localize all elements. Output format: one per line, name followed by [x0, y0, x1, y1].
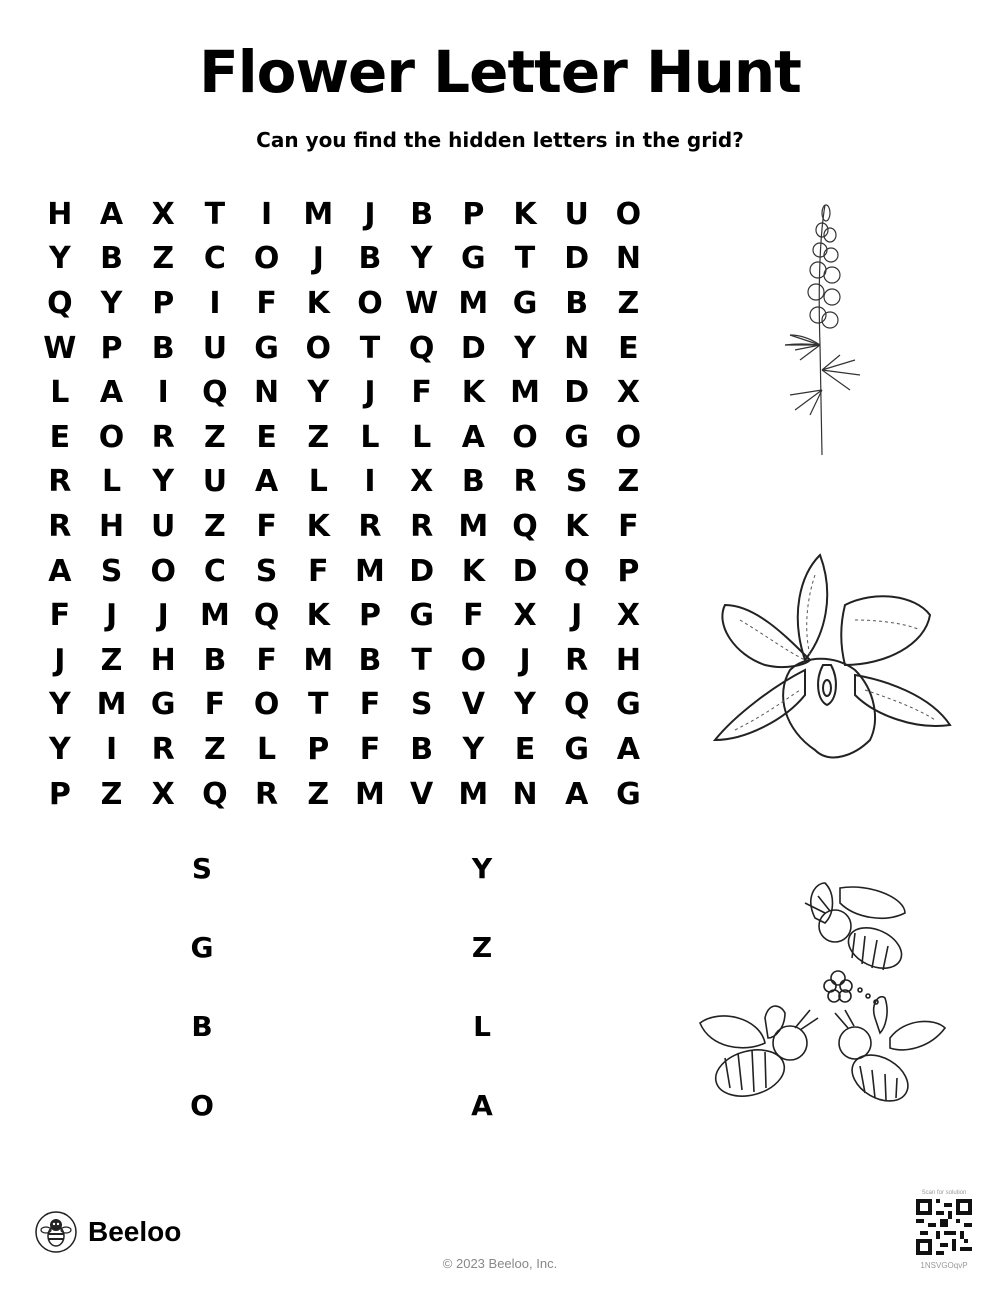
grid-letter[interactable]: F	[359, 687, 381, 723]
page-title: Flower Letter Hunt	[199, 38, 801, 106]
grid-letter[interactable]: A	[254, 464, 279, 500]
grid-letter[interactable]: O	[98, 419, 125, 455]
target-letters	[0, 852, 700, 1132]
grid-letter[interactable]: B	[151, 330, 175, 366]
grid-letter[interactable]: R	[48, 464, 72, 500]
grid-letter[interactable]: Y	[462, 731, 485, 767]
target-letter: A	[471, 1089, 493, 1122]
grid-letter[interactable]: R	[151, 419, 175, 455]
grid-letter[interactable]: Z	[617, 464, 640, 500]
grid-letter[interactable]: N	[615, 241, 641, 277]
grid-letter[interactable]: Z	[204, 419, 226, 455]
grid-letter[interactable]: N	[512, 776, 538, 812]
grid-letter[interactable]: R	[358, 508, 382, 544]
grid-letter[interactable]: G	[254, 330, 279, 366]
grid-letter[interactable]: K	[306, 508, 330, 544]
grid-letter[interactable]: U	[202, 330, 228, 366]
grid-letter[interactable]: B	[565, 285, 589, 321]
page-subtitle: Can you find the hidden letters in the grid?	[256, 128, 744, 152]
grid-letter[interactable]: X	[513, 598, 537, 634]
grid-letter[interactable]: R	[151, 731, 175, 767]
grid-letter[interactable]: J	[571, 598, 583, 634]
grid-letter[interactable]: K	[306, 598, 330, 634]
grid-letter[interactable]: L	[257, 731, 277, 767]
grid-letter[interactable]: Y	[48, 687, 71, 723]
grid-letter[interactable]: A	[565, 776, 589, 812]
grid-letter[interactable]: H	[47, 196, 73, 232]
grid-letter[interactable]: Z	[307, 419, 330, 455]
grid-letter[interactable]: O	[615, 196, 642, 232]
grid-letter[interactable]: Y	[152, 464, 175, 500]
grid-letter[interactable]: Y	[48, 731, 71, 767]
grid-letter[interactable]: J	[312, 241, 324, 277]
grid-letter[interactable]: I	[105, 731, 118, 767]
grid-letter[interactable]: F	[359, 731, 381, 767]
grid-letter[interactable]: A	[99, 375, 124, 411]
target-column-right	[462, 852, 502, 1168]
grid-letter[interactable]: K	[306, 285, 330, 321]
grid-letter[interactable]: L	[360, 419, 380, 455]
grid-letter[interactable]: M	[303, 642, 334, 678]
target-letter: G	[190, 931, 214, 964]
grid-letter[interactable]: Z	[307, 776, 330, 812]
grid-letter[interactable]: M	[303, 196, 334, 232]
grid-letter[interactable]: T	[359, 330, 381, 366]
grid-letter[interactable]: F	[204, 687, 226, 723]
grid-letter[interactable]: B	[203, 642, 227, 678]
grid-letter[interactable]: F	[308, 553, 329, 589]
grid-letter[interactable]: V	[410, 776, 434, 812]
grid-letter[interactable]: A	[616, 731, 641, 767]
grid-letter[interactable]: I	[157, 375, 169, 411]
target-letter: S	[191, 852, 213, 885]
grid-letter[interactable]: Z	[100, 776, 123, 812]
grid-letter[interactable]: W	[405, 285, 439, 321]
grid-letter[interactable]: R	[410, 508, 434, 544]
grid-letter[interactable]: O	[460, 642, 487, 678]
copyright: © 2023 Beeloo, Inc.	[442, 1256, 558, 1271]
grid-letter[interactable]: F	[256, 642, 277, 678]
grid-letter[interactable]: P	[358, 598, 381, 634]
grid-letter[interactable]: P	[100, 330, 123, 366]
grid-letter[interactable]: P	[48, 776, 71, 812]
grid-letter[interactable]: D	[409, 553, 435, 589]
grid-letter[interactable]: O	[305, 330, 332, 366]
grid-letter[interactable]: D	[564, 375, 590, 411]
grid-letter[interactable]: F	[256, 508, 277, 544]
grid-letter[interactable]: B	[358, 642, 382, 678]
qr-caption: Scan for solution	[921, 1190, 967, 1196]
grid-letter[interactable]: W	[43, 330, 77, 366]
grid-letter[interactable]: R	[565, 642, 589, 678]
grid-letter[interactable]: M	[199, 598, 230, 634]
grid-letter[interactable]: Z	[204, 508, 226, 544]
grid-letter[interactable]: E	[256, 419, 277, 455]
grid-letter[interactable]: M	[458, 285, 489, 321]
grid-letter[interactable]: A	[48, 553, 72, 589]
grid-letter[interactable]: N	[564, 330, 590, 366]
qr-code-id: 1NSVGOqvP	[920, 1261, 968, 1270]
grid-letter[interactable]: M	[355, 776, 385, 812]
grid-letter[interactable]: Z	[100, 642, 123, 678]
grid-letter[interactable]: I	[261, 196, 273, 232]
grid-letter[interactable]: H	[615, 642, 641, 678]
target-letter: B	[191, 1010, 213, 1043]
grid-letter[interactable]: F	[411, 375, 432, 411]
grid-letter[interactable]: Q	[253, 598, 280, 634]
grid-letter[interactable]: M	[355, 553, 385, 589]
grid-letter[interactable]: Q	[563, 553, 590, 589]
grid-letter[interactable]: T	[514, 241, 536, 277]
grid-letter[interactable]: K	[461, 375, 485, 411]
qr-code-icon[interactable]	[916, 1199, 972, 1255]
grid-letter[interactable]: Y	[514, 330, 536, 366]
target-letter: Z	[471, 931, 493, 964]
letter-grid	[34, 192, 654, 812]
brand-logo	[34, 1210, 181, 1254]
grid-letter[interactable]: J	[157, 598, 169, 634]
grid-letter[interactable]: P	[152, 285, 175, 321]
grid-letter[interactable]: O	[357, 285, 383, 321]
grid-letter[interactable]: I	[209, 285, 221, 321]
grid-letter[interactable]: B	[100, 241, 123, 277]
grid-letter[interactable]: X	[151, 196, 175, 232]
grid-letter[interactable]: F	[256, 285, 277, 321]
grid-letter[interactable]: Q	[202, 375, 228, 411]
grid-letter[interactable]: Z	[152, 241, 175, 277]
grid-letter[interactable]: Q	[47, 285, 73, 321]
grid-letter[interactable]: R	[513, 464, 537, 500]
grid-letter[interactable]: I	[364, 464, 376, 500]
grid-letter[interactable]: X	[616, 375, 640, 411]
grid-letter[interactable]: L	[50, 375, 70, 411]
grid-letter[interactable]: P	[617, 553, 640, 589]
grid-letter[interactable]: G	[150, 687, 176, 723]
grid-letter[interactable]: B	[358, 241, 382, 277]
grid-letter[interactable]: F	[618, 508, 639, 544]
grid-letter[interactable]: J	[364, 375, 376, 411]
grid-letter[interactable]: Q	[512, 508, 538, 544]
grid-letter[interactable]: G	[409, 598, 434, 634]
grid-letter[interactable]: G	[564, 731, 590, 767]
grid-letter[interactable]: B	[410, 731, 434, 767]
grid-letter[interactable]: J	[364, 196, 376, 232]
grid-letter[interactable]: L	[101, 464, 122, 500]
grid-letter[interactable]: B	[461, 464, 485, 500]
grid-letter[interactable]: Y	[307, 375, 330, 411]
grid-letter[interactable]: L	[412, 419, 432, 455]
grid-letter[interactable]: U	[151, 508, 176, 544]
grid-letter[interactable]: M	[458, 776, 489, 812]
grid-letter[interactable]: O	[150, 553, 176, 589]
grid-letter[interactable]: G	[616, 776, 641, 812]
grid-letter[interactable]: O	[615, 419, 642, 455]
grid-letter[interactable]: E	[514, 731, 536, 767]
orchid-flower-icon	[705, 545, 955, 770]
grid-letter[interactable]: D	[512, 553, 538, 589]
grid-letter[interactable]: J	[54, 642, 66, 678]
grid-letter[interactable]: G	[616, 687, 641, 723]
grid-letter[interactable]: E	[49, 419, 71, 455]
grid-letter[interactable]: Z	[204, 731, 226, 767]
target-letter: O	[190, 1089, 214, 1122]
target-letter: Y	[471, 852, 493, 885]
grid-letter[interactable]: F	[463, 598, 484, 634]
grid-letter[interactable]: O	[253, 241, 280, 277]
grid-letter[interactable]: Y	[100, 285, 123, 321]
grid-letter[interactable]: R	[255, 776, 279, 812]
grid-letter[interactable]: O	[253, 687, 280, 723]
grid-letter[interactable]: U	[564, 196, 589, 232]
grid-letter[interactable]: Q	[202, 776, 228, 812]
grid-letter[interactable]: M	[96, 687, 127, 723]
grid-letter[interactable]: M	[510, 375, 540, 411]
grid-letter[interactable]: G	[512, 285, 538, 321]
grid-letter[interactable]: F	[49, 598, 71, 634]
grid-letter[interactable]: R	[48, 508, 72, 544]
grid-letter[interactable]: B	[410, 196, 434, 232]
grid-letter[interactable]: S	[100, 553, 123, 589]
grid-letter[interactable]: Q	[408, 330, 435, 366]
grid-letter[interactable]: P	[307, 731, 330, 767]
grid-letter[interactable]: O	[512, 419, 538, 455]
grid-letter[interactable]: S	[565, 464, 588, 500]
grid-letter[interactable]: L	[308, 464, 328, 500]
grid-letter[interactable]: X	[151, 776, 175, 812]
grid-letter[interactable]: Y	[410, 241, 433, 277]
grid-letter[interactable]: C	[203, 553, 226, 589]
grid-letter[interactable]: Q	[563, 687, 590, 723]
grid-letter[interactable]: D	[564, 241, 590, 277]
grid-letter[interactable]: K	[513, 196, 537, 232]
brand-name: Beeloo	[88, 1216, 182, 1247]
bee-mascot-icon	[34, 1210, 78, 1254]
grid-letter[interactable]: T	[411, 642, 432, 678]
grid-letter[interactable]: A	[461, 419, 485, 455]
bees-icon	[690, 878, 950, 1108]
grid-letter[interactable]: G	[564, 419, 590, 455]
grid-letter[interactable]: P	[462, 196, 485, 232]
grid-letter[interactable]: N	[254, 375, 280, 411]
grid-letter[interactable]: J	[105, 598, 118, 634]
grid-letter[interactable]: G	[461, 241, 486, 277]
grid-letter[interactable]: E	[618, 330, 639, 366]
target-column-left	[182, 852, 222, 1168]
grid-letter[interactable]: S	[255, 553, 278, 589]
grid-letter[interactable]: X	[616, 598, 640, 634]
grid-letter[interactable]: H	[98, 508, 125, 544]
solution-qr	[912, 1190, 976, 1270]
grid-letter[interactable]: Y	[48, 241, 71, 277]
grid-letter[interactable]: C	[203, 241, 226, 277]
grid-letter[interactable]: Y	[514, 687, 536, 723]
lupine-flower-icon	[770, 195, 880, 460]
grid-letter[interactable]: Z	[617, 285, 640, 321]
target-letter: L	[473, 1010, 491, 1043]
grid-letter[interactable]: D	[460, 330, 486, 366]
grid-letter[interactable]: T	[308, 687, 329, 723]
grid-letter[interactable]: A	[99, 196, 124, 232]
grid-letter[interactable]: K	[565, 508, 589, 544]
grid-letter[interactable]: H	[150, 642, 176, 678]
grid-letter[interactable]: J	[519, 642, 531, 678]
grid-letter[interactable]: U	[202, 464, 228, 500]
grid-letter[interactable]: M	[458, 508, 489, 544]
grid-letter[interactable]: K	[461, 553, 485, 589]
grid-letter[interactable]: S	[410, 687, 433, 723]
grid-letter[interactable]: T	[204, 196, 226, 232]
grid-letter[interactable]: V	[461, 687, 485, 723]
grid-letter[interactable]: X	[410, 464, 434, 500]
